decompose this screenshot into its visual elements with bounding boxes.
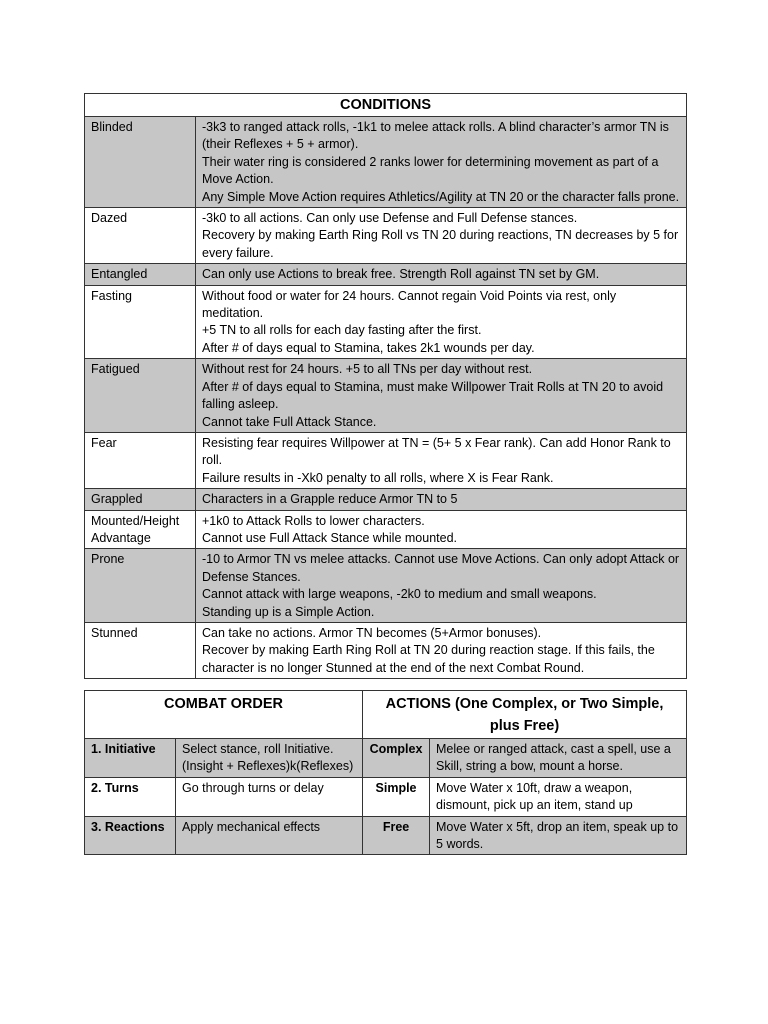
effect-line: Cannot attack with large weapons, -2k0 to medium and small weapons. xyxy=(202,587,597,602)
actions-title: ACTIONS (One Complex, or Two Simple, plus Free) xyxy=(363,691,687,739)
condition-name: Grappled xyxy=(85,489,196,510)
action-desc: Move Water x 5ft, drop an item, speak up to 5 words. xyxy=(430,816,687,855)
effect-line: After # of days equal to Stamina, must make Willpower Trait Rolls at TN 20 to avoid falling asleep. xyxy=(202,379,664,412)
effect-line: Characters in a Grapple reduce Armor TN to 5 xyxy=(202,492,458,507)
combat-step: 1. Initiative xyxy=(85,739,176,778)
condition-effects xyxy=(196,489,687,510)
action-type: Complex xyxy=(363,739,430,778)
condition-row-fatigued xyxy=(85,359,687,433)
effect-line: +5 TN to all rolls for each day fasting after the first. xyxy=(202,323,482,338)
effect-line: -3k0 to all actions. Can only use Defense and Full Defense stances. xyxy=(202,211,578,226)
effect-line: Recover by making Earth Ring Roll at TN 20 during reaction stage. If this fails, the character is no longer Stunned at the end of the next Combat Round. xyxy=(202,643,655,675)
condition-row-prone xyxy=(85,549,687,623)
effect-line: Any Simple Move Action requires Athletics/Agility at TN 20 or the character falls prone. xyxy=(202,189,680,204)
effect-line: -10 to Armor TN vs melee attacks. Cannot use Move Actions. Can only adopt Attack or Defense Stances. xyxy=(202,552,680,584)
condition-effects xyxy=(196,264,687,285)
condition-row-entangled xyxy=(85,264,687,285)
effect-line: Resisting fear requires Willpower at TN = (5+ 5 x Fear rank). Can add Honor Rank to roll. xyxy=(202,435,671,468)
condition-row-blinded xyxy=(85,117,687,208)
condition-row-grappled xyxy=(85,489,687,510)
combat-step-desc: Apply mechanical effects xyxy=(176,816,363,855)
effect-line: Cannot use Full Attack Stance while mounted. xyxy=(202,530,458,545)
condition-effects xyxy=(196,208,687,264)
effect-line: Without food or water for 24 hours. Cannot regain Void Points via rest, only meditation. xyxy=(202,288,617,321)
condition-row-stunned xyxy=(85,622,687,678)
effect-line: Can take no actions. Armor TN becomes (5+Armor bonuses). xyxy=(202,625,542,640)
action-type: Free xyxy=(363,816,430,855)
effect-line: +1k0 to Attack Rolls to lower characters. xyxy=(202,513,425,528)
combat-order-title: COMBAT ORDER xyxy=(85,691,363,739)
effect-line: Failure results in -Xk0 penalty to all rolls, where X is Fear Rank. xyxy=(202,470,554,485)
effect-line: After # of days equal to Stamina, takes 2k1 wounds per day. xyxy=(202,340,535,355)
condition-name: Mounted/Height Advantage xyxy=(85,510,196,549)
effect-line: Their water ring is considered 2 ranks lower for determining movement as part of a Move Action. xyxy=(202,154,659,187)
conditions-table xyxy=(84,93,687,679)
condition-row-fasting xyxy=(85,285,687,359)
combat-step-desc: Go through turns or delay xyxy=(176,777,363,816)
effect-line: Cannot take Full Attack Stance. xyxy=(202,414,377,429)
condition-row-dazed xyxy=(85,208,687,264)
condition-effects xyxy=(196,359,687,433)
condition-name: Fear xyxy=(85,432,196,488)
condition-name: Blinded xyxy=(85,117,196,208)
effect-line: Recovery by making Earth Ring Roll vs TN 20 during reactions, TN decreases by 5 for every failure. xyxy=(202,228,679,260)
combat-row xyxy=(85,739,687,778)
condition-name: Prone xyxy=(85,549,196,623)
action-desc: Move Water x 10ft, draw a weapon, dismount, pick up an item, stand up xyxy=(430,777,687,816)
conditions-title: CONDITIONS xyxy=(85,94,687,117)
combat-row xyxy=(85,816,687,855)
combat-row xyxy=(85,777,687,816)
condition-name: Fasting xyxy=(85,285,196,359)
condition-effects xyxy=(196,510,687,549)
condition-name: Entangled xyxy=(85,264,196,285)
effect-line: Without rest for 24 hours. +5 to all TNs per day without rest. xyxy=(202,362,533,377)
condition-effects xyxy=(196,285,687,359)
effect-line: Standing up is a Simple Action. xyxy=(202,604,375,619)
combat-step: 2. Turns xyxy=(85,777,176,816)
condition-effects xyxy=(196,432,687,488)
effect-line: Can only use Actions to break free. Strength Roll against TN set by GM. xyxy=(202,267,600,282)
combat-table xyxy=(84,690,687,855)
condition-name: Fatigued xyxy=(85,359,196,433)
condition-row-mounted xyxy=(85,510,687,549)
combat-step-desc: Select stance, roll Initiative. (Insight + Reflexes)k(Reflexes) xyxy=(176,739,363,778)
action-desc: Melee or ranged attack, cast a spell, use a Skill, string a bow, mount a horse. xyxy=(430,739,687,778)
condition-effects xyxy=(196,117,687,208)
condition-name: Dazed xyxy=(85,208,196,264)
condition-effects xyxy=(196,622,687,678)
condition-name: Stunned xyxy=(85,622,196,678)
effect-line: -3k3 to ranged attack rolls, -1k1 to melee attack rolls. A blind character’s armor TN is (their Reflexes + 5 + armor). xyxy=(202,120,669,152)
condition-effects xyxy=(196,549,687,623)
action-type: Simple xyxy=(363,777,430,816)
condition-row-fear xyxy=(85,432,687,488)
combat-step: 3. Reactions xyxy=(85,816,176,855)
